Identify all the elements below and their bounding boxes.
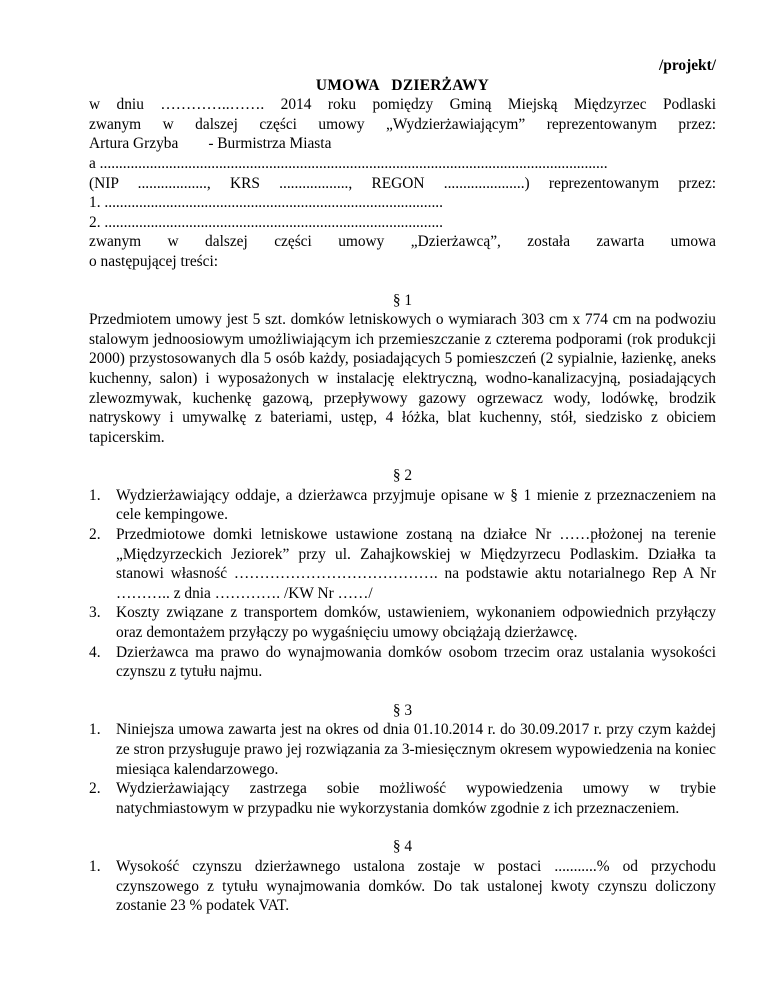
section-1-heading: § 1 [392, 291, 413, 309]
list-item: 1. Wysokość czynszu dzierżawnego ustalona zostaje w postaci ...........% od przychodu czynszowego z tytułu wynajmowania domków. Do tak ustalonej kwoty czynszu doliczony zostanie 23 % podatek VAT. [89, 857, 716, 915]
intro-line-6: 1. ........................................................................................ [89, 194, 443, 212]
section-2-list [89, 486, 716, 682]
section-4-list [89, 857, 716, 916]
section-3-heading: § 3 [392, 701, 413, 719]
intro-line-2: zwanym w dalszej części umowy „Wydzierżawiającym” reprezentowanym przez: [89, 115, 716, 133]
representative-role: - Burmistrza Miasta [208, 135, 332, 153]
intro-line-1: w dniu …………..……. 2014 roku pomiędzy Gminą Miejską Międzyrzec Podlaski [89, 96, 716, 114]
intro-line-8: zwanym w dalszej części umowy „Dzierżawcą”, została zawarta umowa [89, 233, 716, 251]
section-2-heading: § 2 [392, 467, 413, 485]
list-item: 1. Wydzierżawiający oddaje, a dzierżawca przyjmuje opisane w § 1 mienie z przeznaczeniem na cele kempingowe. [89, 486, 716, 524]
list-item: 2. Wydzierżawiający zastrzega sobie możliwość wypowiedzenia umowy w trybie natychmiastowym w przypadku nie wykorzystania domków zgodnie z ich przeznaczeniem. [89, 780, 716, 817]
intro-line-9: o następującej treści: [89, 252, 219, 270]
draft-label: /projekt/ [658, 57, 716, 74]
intro-line-3 [89, 134, 716, 154]
section-1-text: Przedmiotem umowy jest 5 szt. domków letniskowych o wymiarach 303 cm x 774 cm na podwoziu stalowym jednoosiowym umożliwiającym ich przemieszczanie z czterema podporami (rok produkcji 2000) przystosowanych dla 5 osób każdy, posiadających 5 pomieszczeń (2 sypialnie, łazienkę, aneks kuchenny, salon) i wyposażonych w instalację elektryczną, wodno-kanalizacyjną, posiadających zlewozmywak, kuchenkę gazową, przepływowy gazowy ogrzewacz wody, lodówkę, brodzik natryskowy i umywalkę z bateriami, ustęp, 4 łóżka, blat kuchenny, stół, siedzisko z obiciem tapicerskim. [89, 311, 716, 446]
document-title: UMOWA DZIERŻAWY [315, 76, 490, 94]
section-4-heading: § 4 [392, 838, 413, 856]
contract-body [89, 56, 716, 916]
list-item: 4. Dzierżawca ma prawo do wynajmowania domków osobom trzecim oraz ustalania wysokości czynszu z tytułu najmu. [89, 643, 716, 681]
intro-line-7: 2. ........................................................................................ [89, 213, 443, 231]
representative-name: Artura Grzyba [89, 135, 179, 153]
list-item: 1. Niniejsza umowa zawarta jest na okres od dnia 01.10.2014 r. do 30.09.2017 r. przy czym każdej ze stron przysługuje prawo jej rozwiązania za 3-miesięcznym okresem wypowiedzenia na koniec miesiąca kalendarzowego. [89, 721, 716, 778]
section-3-list [89, 720, 716, 818]
intro-line-5: (NIP .................., KRS .................., REGON .....................) reprezentowanym przez: [89, 174, 716, 192]
list-item: 3. Koszty związane z transportem domków, ustawieniem, wykonaniem odpowiednich przyłączy oraz demontażem przyłączy po wygaśnięciu umowy obciążają dzierżawcę. [89, 604, 716, 642]
intro-line-4: a .................................................................................................................................... [89, 154, 608, 172]
list-item: 2. Przedmiotowe domki letniskowe ustawione zostaną na działce Nr ……płożonej na terenie „Międzyrzeckich Jeziorek” przy ul. Zahajkowskiej w Międzyrzecu Podlaskim. Działka ta stanowi własność …………………………………. na podstawie aktu notarialnego Rep A Nr ……….. z dnia …………. /KW Nr ……/ [89, 526, 716, 602]
